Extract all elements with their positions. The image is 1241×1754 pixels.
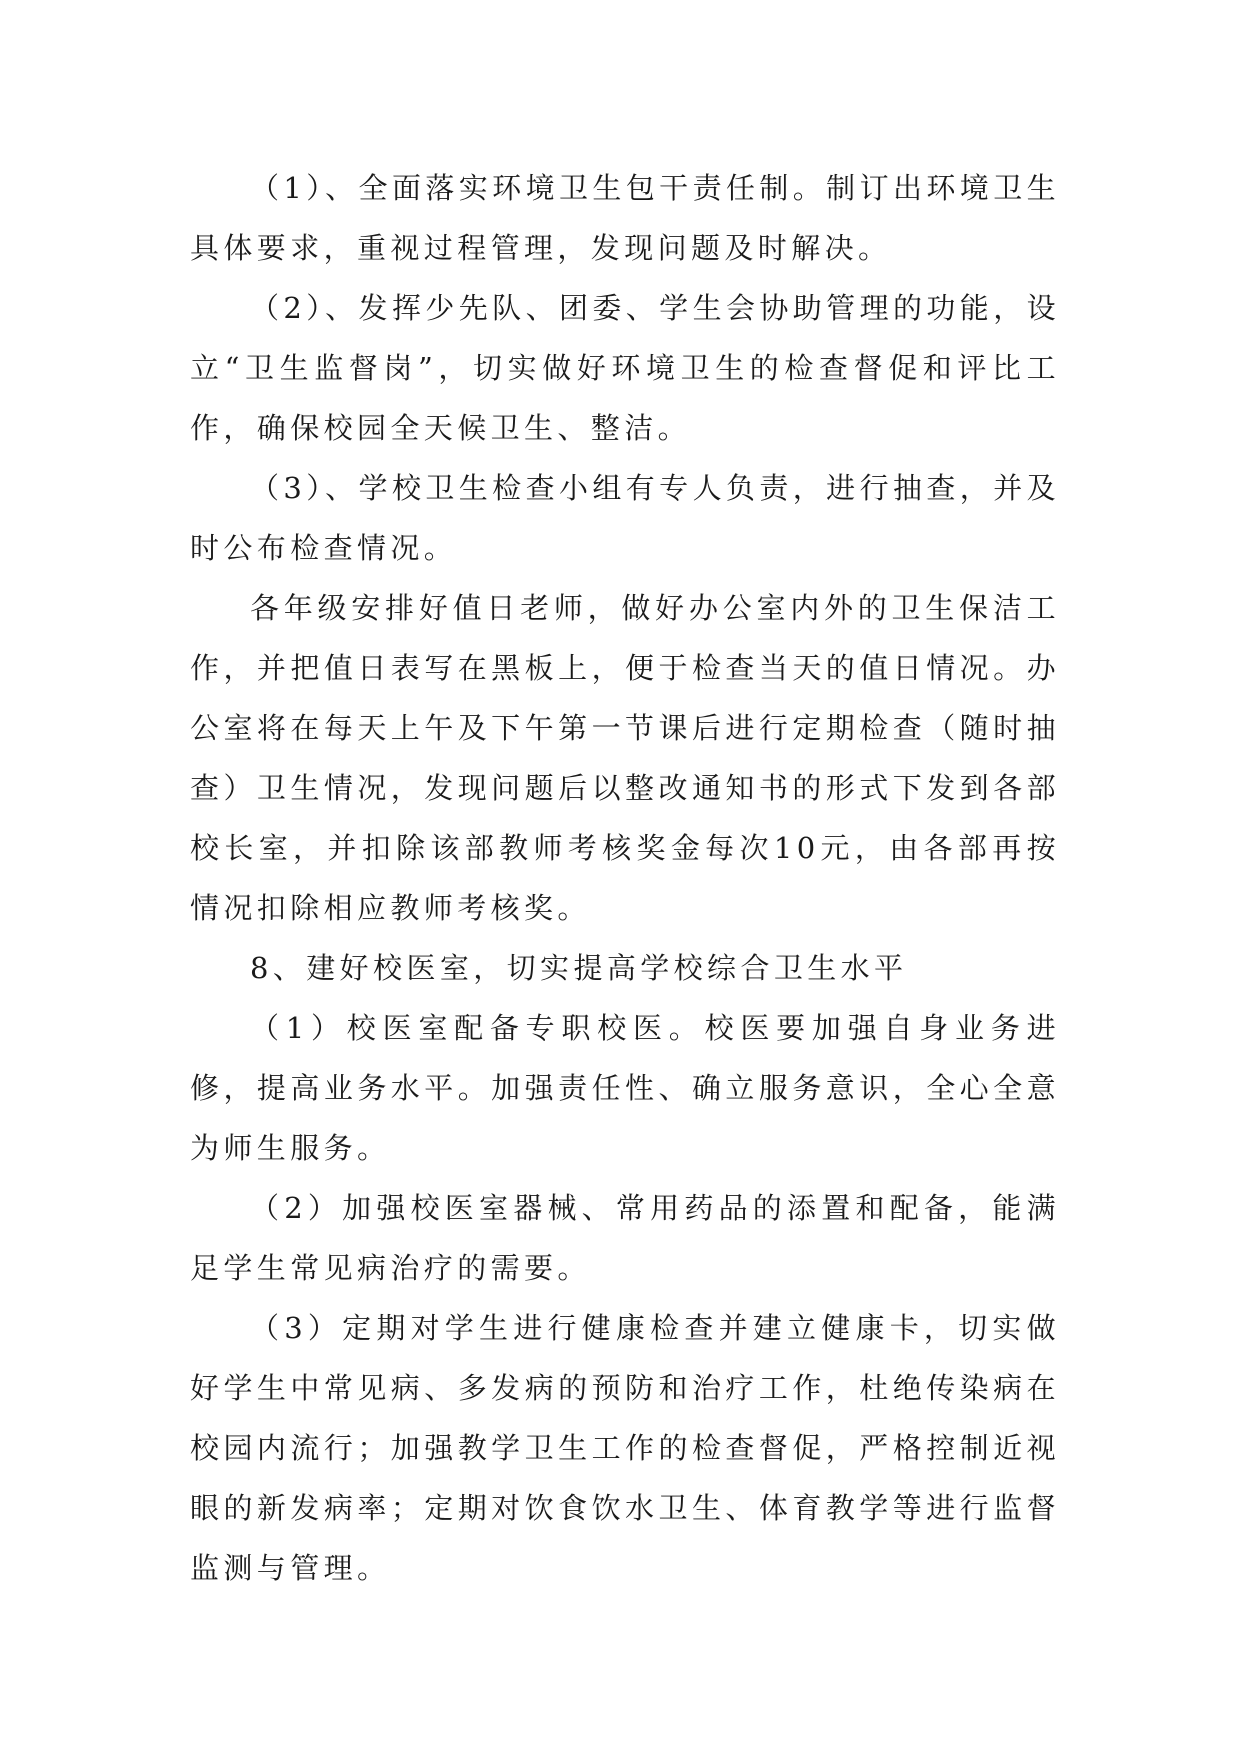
document-body bbox=[190, 158, 1060, 1598]
paragraph-4: 各年级安排好值日老师，做好办公室内外的卫生保洁工作，并把值日表写在黑板上，便于检查当天的值日情况。办公室将在每天上午及下午第一节课后进行定期检查（随时抽查）卫生情况，发现问题后以整改通知书的形式下发到各部校长室，并扣除该部教师考核奖金每次10元，由各部再按情况扣除相应教师考核奖。 bbox=[190, 591, 1060, 925]
paragraph-8: （3）定期对学生进行健康检查并建立健康卡，切实做好学生中常见病、多发病的预防和治疗工作，杜绝传染病在校园内流行；加强教学卫生工作的检查督促，严格控制近视眼的新发病率；定期对饮食饮水卫生、体育教学等进行监督监测与管理。 bbox=[190, 1311, 1060, 1585]
paragraph-6: （1）校医室配备专职校医。校医要加强自身业务进修，提高业务水平。加强责任性、确立服务意识，全心全意为师生服务。 bbox=[190, 1011, 1060, 1165]
section-heading-8: 8、建好校医室，切实提高学校综合卫生水平 bbox=[250, 951, 908, 985]
paragraph-7: （2）加强校医室器械、常用药品的添置和配备，能满足学生常见病治疗的需要。 bbox=[190, 1191, 1060, 1285]
paragraph-2: （2）、发挥少先队、团委、学生会协助管理的功能，设立“卫生监督岗”，切实做好环境卫生的检查督促和评比工作，确保校园全天候卫生、整洁。 bbox=[190, 291, 1060, 445]
paragraph-1: （1）、全面落实环境卫生包干责任制。制订出环境卫生具体要求，重视过程管理，发现问题及时解决。 bbox=[190, 171, 1060, 265]
paragraph-3: （3）、学校卫生检查小组有专人负责，进行抽查，并及时公布检查情况。 bbox=[190, 471, 1060, 565]
